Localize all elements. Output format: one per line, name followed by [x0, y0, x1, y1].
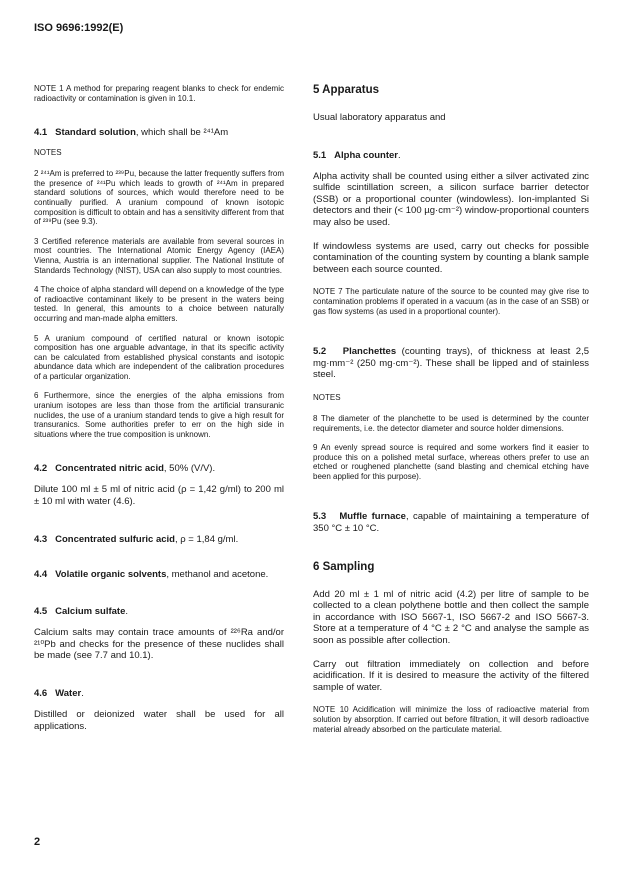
note-6: 6 Furthermore, since the energies of the alpha emissions from uranium isotopes are less than those from the artificial transuranic nuclides, the use of a uranium standard tends to give a high result for transuranics. Some authorities prefer to err on the high side in situations where the true composition is unknown. [34, 391, 284, 439]
section-title: Volatile organic solvents [55, 568, 167, 580]
section-4-1-heading [34, 127, 284, 138]
section-text: , which shall be ²⁴¹Am [135, 127, 229, 139]
note-1: NOTE 1 A method for preparing reagent blanks to check for endemic radioactivity or contamination is given in 10.1. [34, 84, 284, 103]
section-text: , 50% (V/V). [163, 463, 216, 475]
section-4-2-body: Dilute 100 ml ± 5 ml of nitric acid (ρ = 1,42 g/ml) to 200 ml ± 10 ml with water (4.6). [34, 484, 284, 508]
section-text: (counting trays), of thickness at least 2,5 mg·mm⁻² (250 mg·cm⁻²). These shall be lipped and of stainless steel. [313, 346, 589, 381]
section-4-3-heading [34, 534, 284, 545]
section-number: 4.6 [34, 688, 48, 699]
page-number: 2 [34, 836, 41, 848]
section-4-2-heading [34, 463, 284, 474]
section-title: Muffle furnace [339, 511, 406, 523]
section-text: , methanol and acetone. [166, 568, 269, 580]
section-number: 5.3 [313, 511, 327, 523]
section-title: Concentrated nitric acid [55, 463, 164, 475]
section-number: 4.2 [34, 463, 48, 475]
section-5-2-heading [313, 346, 589, 381]
section-6-heading: 6 Sampling [313, 560, 375, 573]
section-text: , capable of maintaining a temperature of 350 °C ± 10 °C. [313, 511, 589, 535]
section-4-6-heading [34, 688, 284, 699]
section-number: 5.1 [313, 149, 327, 161]
section-title: Alpha counter [334, 149, 399, 161]
section-number: 4.1 [34, 127, 48, 139]
section-4-5-heading [34, 606, 284, 617]
note-10: NOTE 10 Acidification will minimize the loss of radioactive material from solution by absorption. If carried out before filtration, it will desorb radioactive material already absorbed on the particulate material. [313, 705, 589, 734]
section-6-body: Add 20 ml ± 1 ml of nitric acid (4.2) per litre of sample to be collected to a clean polythene bottle and then collect the sample in accordance with ISO 5667-1, ISO 5667-2 and ISO 5667-3. Store at a temperature of 4 °C ± 2 °C and analyse the sample as soon as possible after collection. [313, 588, 589, 647]
section-text: . [81, 688, 84, 699]
section-5-heading: 5 Apparatus [313, 84, 380, 96]
section-4-4-heading [34, 569, 284, 581]
section-number: 5.2 [313, 346, 327, 358]
section-text: . [125, 606, 128, 618]
section-5-3-heading [313, 511, 589, 534]
section-4-6-body: Distilled or deionized water shall be used for all applications. [34, 709, 284, 732]
section-title: Standard solution [55, 127, 136, 139]
section-4-5-body: Calcium salts may contain trace amounts of ²²⁶Ra and/or ²¹⁰Pb and checks for the presence of these nuclides shall be made (see 7.7 and 10.1). [34, 627, 284, 662]
section-number: 4.3 [34, 533, 48, 545]
left-column [34, 84, 284, 744]
note-4: 4 The choice of alpha standard will depend on a knowledge of the type of radioactive contaminant likely to be present in the waters being tested. In general, this amounts to a choice between naturally occurring and man-made alpha emitters. [34, 285, 284, 323]
section-6-body-2: Carry out filtration immediately on collection and before acidification. If it is desired to measure the activity of the filtered sample of water. [313, 658, 589, 693]
section-number: 4.4 [34, 568, 48, 580]
section-text: . [398, 149, 401, 161]
note-2: 2 ²⁴¹Am is preferred to ²³⁹Pu, because the latter frequently suffers from the presence of ²⁴¹Pu which leads to growth of ²⁴¹Am in prepared standard solutions of sources, which would therefore need to be continually purified. A uranium compound of known isotopic composition is difficult to obtain and has a sensitivity different from that of ²³⁹Pu (see 9.3). [34, 169, 284, 227]
section-text: , ρ = 1,84 g/ml. [174, 533, 239, 545]
note-8: 8 The diameter of the planchette to be used is determined by the counter requirements, i.e. the detector diameter and source holder dimensions. [313, 413, 589, 433]
section-number: 4.5 [34, 606, 48, 618]
right-column [313, 84, 589, 744]
note-9: 9 An evenly spread source is required and some workers find it easier to produce this on a polished metal surface, whereas others prefer to use an etched or roughened planchette (sand blasting and chemical etching have been applied for this purpose). [313, 443, 589, 481]
note-7: NOTE 7 The particulate nature of the source to be counted may give rise to contamination problems if operated in a vacuum (as in the case of an SSB) or gas flow systems (as used in a proportional counter). [313, 287, 589, 316]
note-5: 5 A uranium compound of certified natural or known isotopic composition has one arguable advantage, in that its specific activity can be calculated from established physical constants and isotopic abundance data which are independent of the calibration procedures of a particular organization. [34, 333, 284, 381]
note-3: 3 Certified reference materials are available from several sources in most countries. The International Atomic Energy Agency (IAEA) Vienna, Austria is an international supplier. The National Institute of Standards Technology (NIST), USA can also supply to most countries. [34, 236, 284, 275]
section-title: Concentrated sulfuric acid [55, 533, 175, 545]
section-5-1-body-2: If windowless systems are used, carry out checks for possible contamination of the counting system by counting a blank sample between each source counted. [313, 240, 589, 275]
section-5-1-heading [313, 150, 589, 161]
section-title: Water [55, 688, 82, 699]
section-title: Planchettes [342, 346, 397, 358]
section-5-body: Usual laboratory apparatus and [313, 112, 446, 123]
section-title: Calcium sulfate [55, 606, 126, 618]
notes-label: NOTES [34, 148, 62, 158]
section-5-1-body: Alpha activity shall be counted using either a silver activated zinc sulfide scintillation screen, a silicon surface barrier detector (SSB) or a proportional counter (windowless). Ion-implanted Si detectors and their (< 100 µg·cm⁻²) window-proportional counters may also be used. [313, 170, 589, 228]
notes-label: NOTES [313, 392, 341, 402]
document-header: ISO 9696:1992(E) [34, 22, 124, 34]
